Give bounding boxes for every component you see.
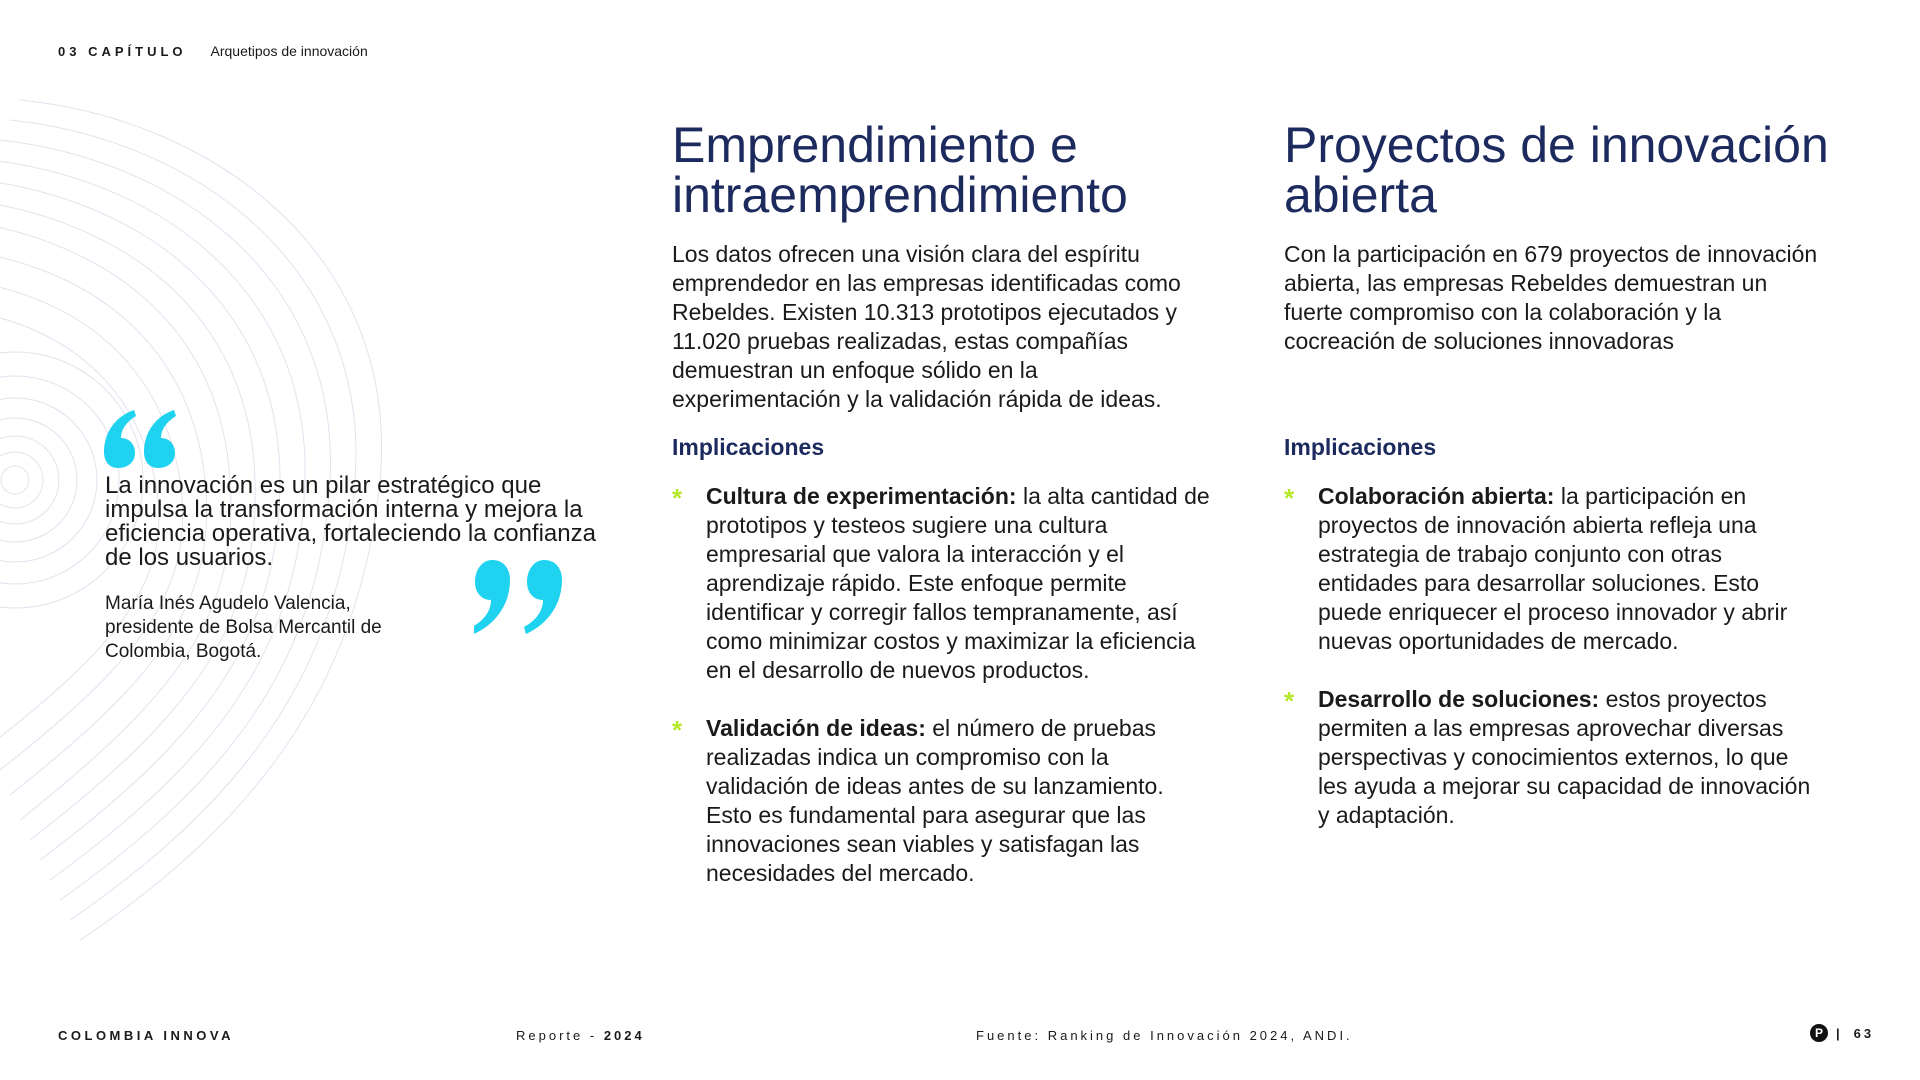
bullet-term: Colaboración abierta: [1318, 483, 1555, 509]
asterisk-bullet-icon: * [1284, 686, 1295, 716]
bullet-text: estos proyectos permiten a las empresas aprovechar diversas perspectivas y conocimientos externos, lo que les ayuda a mejorar su capacidad de innovación y adaptación. [1318, 686, 1811, 828]
footer-source: Fuente: Ranking de Innovación 2024, ANDI. [976, 1028, 1353, 1043]
report-year: 2024 [603, 1028, 645, 1043]
column-open-innovation [1284, 117, 1844, 828]
quote-text: La innovación es un pilar estratégico que impulsa la transformación interna y mejora la eficiencia operativa, fortaleciendo la confianza de los usuarios. [105, 472, 596, 571]
open-quote-icon [104, 410, 176, 470]
footer-separator: | [1836, 1025, 1840, 1041]
bullet-text: la participación en proyectos de innovación abierta refleja una estrategia de trabajo conjunto con otras entidades para desarrollar soluciones. Esto puede enriquecer el proceso innovador y abrir nuevas oportunidades de mercado. [1318, 483, 1788, 654]
bullet-text: el número de pruebas realizadas indica un compromiso con la validación de ideas antes de su lanzamiento. Esto es fundamental para asegurar que las innovaciones sean viables y satisfagan las necesidades del mercado. [706, 715, 1164, 886]
bullet-term: Cultura de experimentación: [706, 483, 1017, 509]
implications-heading: Implicaciones [672, 434, 825, 460]
list-item [1284, 685, 1824, 830]
implications-heading: Implicaciones [1284, 434, 1437, 460]
chapter-label: 03 CAPÍTULO [58, 44, 187, 59]
bullet-text: la alta cantidad de prototipos y testeos sugiere una cultura empresarial que valora la interacción y el aprendizaje rápido. Este enfoque permite identificar y corregir fallos tempranamente, así como minimizar costos y maximizar la eficiencia en el desarrollo de nuevos productos. [706, 483, 1210, 683]
footer-brand: COLOMBIA INNOVA [58, 1028, 234, 1043]
page-number-box [1810, 1024, 1874, 1042]
bullet-term: Desarrollo de soluciones: [1318, 686, 1600, 712]
asterisk-bullet-icon: * [672, 483, 683, 513]
report-label: Reporte - [516, 1028, 604, 1043]
section-title: Emprendimiento e intraemprendimiento [672, 117, 1128, 223]
close-quote-icon [474, 560, 564, 634]
section-intro: Con la participación en 679 proyectos de innovación abierta, las empresas Rebeldes demuestran un fuerte compromiso con la colaboración y la cocreación de soluciones innovadoras [1284, 241, 1818, 354]
implications-list [1284, 482, 1824, 859]
page-header [58, 43, 368, 59]
page-number: 63 [1853, 1025, 1875, 1041]
bullet-term: Validación de ideas: [706, 715, 926, 741]
chapter-title: Arquetipos de innovación [210, 43, 368, 59]
list-item [1284, 482, 1824, 656]
asterisk-bullet-icon: * [672, 715, 683, 745]
quote-author: María Inés Agudelo Valencia, presidente de Bolsa Mercantil de Colombia, Bogotá. [105, 593, 382, 662]
section-intro: Los datos ofrecen una visión clara del espíritu emprendedor en las empresas identificadas como Rebeldes. Existen 10.313 prototipos ejecutados y 11.020 pruebas realizadas, estas compañías demuestran un enfoque sólido en la experimentación y la validación rápida de ideas. [672, 241, 1181, 412]
section-title: Proyectos de innovación abierta [1284, 117, 1829, 223]
column-entrepreneurship [672, 117, 1232, 886]
footer-report [516, 1028, 645, 1043]
publisher-logo-icon: P [1810, 1024, 1828, 1042]
implications-list [672, 482, 1212, 917]
list-item [672, 714, 1212, 888]
asterisk-bullet-icon: * [1284, 483, 1295, 513]
list-item [672, 482, 1212, 685]
